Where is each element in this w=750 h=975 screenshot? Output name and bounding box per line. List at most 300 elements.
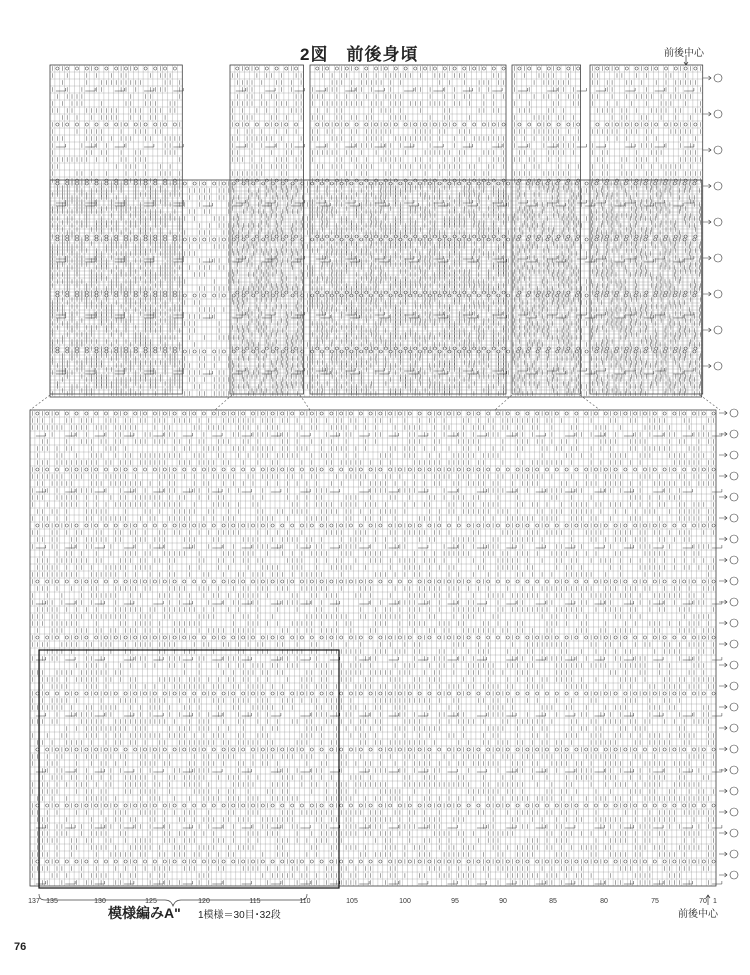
cable-symbol <box>653 769 663 772</box>
yarn-over-symbol <box>624 580 627 583</box>
cable-symbol <box>389 769 399 772</box>
yarn-over-symbol <box>418 294 421 297</box>
yarn-over-symbol <box>438 524 441 527</box>
cable-symbol <box>536 713 546 716</box>
yarn-over-symbol <box>567 123 570 126</box>
yarn-over-symbol <box>448 182 451 185</box>
cable-symbol <box>144 315 154 318</box>
yarn-over-symbol <box>154 182 157 185</box>
yarn-over-symbol <box>173 412 176 415</box>
yarn-over-symbol <box>310 692 313 695</box>
yarn-over-symbol <box>712 748 715 751</box>
yarn-over-symbol <box>66 294 69 297</box>
yarn-over-symbol <box>614 580 617 583</box>
cable-symbol <box>506 657 516 660</box>
cable-symbol <box>359 881 369 884</box>
yarn-over-symbol <box>536 580 539 583</box>
yarn-over-symbol <box>115 347 118 350</box>
pattern-repeat-note: 1模様＝30目･32段 <box>198 910 281 921</box>
yarn-over-symbol <box>275 67 278 70</box>
cable-symbol <box>433 312 443 315</box>
cable-symbol <box>36 713 46 716</box>
yarn-over-symbol <box>684 235 687 238</box>
yarn-over-symbol <box>555 804 558 807</box>
cable-symbol <box>36 433 46 436</box>
yarn-over-symbol <box>349 412 352 415</box>
yarn-over-symbol <box>447 804 450 807</box>
cable-symbol <box>115 203 125 206</box>
yarn-over-symbol <box>424 67 427 70</box>
yarn-over-symbol <box>473 123 476 126</box>
yarn-over-symbol <box>65 412 68 415</box>
yarn-over-symbol <box>428 294 431 297</box>
yarn-over-symbol <box>457 804 460 807</box>
yarn-over-symbol <box>212 860 215 863</box>
yarn-over-symbol <box>497 182 500 185</box>
yarn-over-symbol <box>625 67 628 70</box>
yarn-over-symbol <box>653 748 656 751</box>
cable-symbol <box>95 433 105 436</box>
yarn-over-symbol <box>596 347 599 350</box>
yarn-over-symbol <box>683 860 686 863</box>
cable-symbol <box>477 489 487 492</box>
cable-symbol <box>565 825 575 828</box>
yarn-over-symbol <box>694 347 697 350</box>
yarn-over-symbol <box>408 804 411 807</box>
cable-symbol <box>389 657 399 660</box>
cable-symbol <box>85 88 95 91</box>
yarn-over-symbol <box>634 524 637 527</box>
yarn-over-symbol <box>66 179 69 182</box>
cable-symbol <box>153 433 163 436</box>
cable-symbol <box>173 315 183 318</box>
lower-row-marker <box>719 495 727 499</box>
yarn-over-symbol <box>124 636 127 639</box>
yarn-over-symbol <box>349 580 352 583</box>
yarn-over-symbol <box>394 179 397 182</box>
yarn-over-symbol <box>664 347 667 350</box>
yarn-over-symbol <box>202 636 205 639</box>
yarn-over-symbol <box>203 350 206 353</box>
lower-row-marker-circle <box>730 871 738 879</box>
yarn-over-symbol <box>379 580 382 583</box>
yarn-over-symbol <box>65 692 68 695</box>
yarn-over-symbol <box>398 860 401 863</box>
yarn-over-symbol <box>683 412 686 415</box>
yarn-over-symbol <box>418 182 421 185</box>
yarn-over-symbol <box>316 179 319 182</box>
yarn-over-symbol <box>604 468 607 471</box>
yarn-over-symbol <box>105 235 108 238</box>
yarn-over-symbol <box>379 804 382 807</box>
cable-symbol <box>596 200 606 203</box>
yarn-over-symbol <box>300 692 303 695</box>
yarn-over-symbol <box>625 291 628 294</box>
yarn-over-symbol <box>398 524 401 527</box>
yarn-over-symbol <box>320 692 323 695</box>
yarn-over-symbol <box>55 412 58 415</box>
cable-symbol <box>624 769 634 772</box>
yarn-over-symbol <box>183 860 186 863</box>
section-transition-line <box>30 395 50 410</box>
yarn-over-symbol <box>536 804 539 807</box>
yarn-over-symbol <box>398 580 401 583</box>
yarn-over-symbol <box>355 235 358 238</box>
yarn-over-symbol <box>104 412 107 415</box>
yarn-over-symbol <box>575 692 578 695</box>
yarn-over-symbol <box>565 860 568 863</box>
cable-symbol <box>271 657 281 660</box>
yarn-over-symbol <box>443 179 446 182</box>
yarn-over-symbol <box>496 804 499 807</box>
yarn-over-symbol <box>545 636 548 639</box>
cable-symbol <box>565 881 575 884</box>
yarn-over-symbol <box>350 350 353 353</box>
yarn-over-symbol <box>654 350 657 353</box>
yarn-over-symbol <box>340 350 343 353</box>
yarn-over-symbol <box>438 860 441 863</box>
yarn-over-symbol <box>702 860 705 863</box>
cable-symbol <box>262 203 272 206</box>
cable-symbol <box>526 259 536 262</box>
yarn-over-symbol <box>340 692 343 695</box>
cable-symbol <box>65 657 75 660</box>
cable-symbol <box>115 315 125 318</box>
yarn-over-symbol <box>457 636 460 639</box>
yarn-over-symbol <box>203 294 206 297</box>
yarn-over-symbol <box>300 804 303 807</box>
yarn-over-symbol <box>105 238 108 241</box>
yarn-over-symbol <box>497 238 500 241</box>
yarn-over-symbol <box>467 468 470 471</box>
cable-symbol <box>653 713 663 716</box>
yarn-over-symbol <box>326 179 329 182</box>
yarn-over-symbol <box>526 580 529 583</box>
yarn-over-symbol <box>320 412 323 415</box>
yarn-over-symbol <box>173 291 176 294</box>
lower-row-marker <box>719 642 727 646</box>
yarn-over-symbol <box>153 636 156 639</box>
yarn-over-symbol <box>114 412 117 415</box>
lower-row-marker-circle <box>730 535 738 543</box>
cable-symbol <box>271 545 281 548</box>
yarn-over-symbol <box>104 860 107 863</box>
yarn-over-symbol <box>615 291 618 294</box>
yarn-over-symbol <box>594 860 597 863</box>
cable-symbol <box>85 368 95 371</box>
cable-symbol <box>236 200 246 203</box>
yarn-over-symbol <box>36 412 39 415</box>
cable-symbol <box>556 203 566 206</box>
yarn-over-symbol <box>496 692 499 695</box>
lower-row-marker-circle <box>730 850 738 858</box>
yarn-over-symbol <box>496 860 499 863</box>
yarn-over-symbol <box>153 412 156 415</box>
cable-symbol <box>526 203 536 206</box>
cable-symbol <box>683 601 693 604</box>
cable-symbol <box>115 88 125 91</box>
yarn-over-symbol <box>134 238 137 241</box>
cable-symbol <box>536 657 546 660</box>
yarn-over-symbol <box>359 468 362 471</box>
cable-symbol <box>153 769 163 772</box>
yarn-over-symbol <box>340 860 343 863</box>
yarn-over-symbol <box>433 347 436 350</box>
yarn-over-symbol <box>202 804 205 807</box>
yarn-over-symbol <box>291 468 294 471</box>
stitch-tick-label: 137 <box>28 898 40 905</box>
yarn-over-symbol <box>310 580 313 583</box>
cable-symbol <box>271 489 281 492</box>
yarn-over-symbol <box>457 468 460 471</box>
yarn-over-symbol <box>487 350 490 353</box>
cable-symbol <box>655 88 665 91</box>
yarn-over-symbol <box>114 692 117 695</box>
cable-symbol <box>438 315 448 318</box>
cable-symbol <box>684 312 694 315</box>
yarn-over-symbol <box>463 179 466 182</box>
yarn-over-symbol <box>663 636 666 639</box>
yarn-over-symbol <box>85 524 88 527</box>
yarn-over-symbol <box>124 235 127 238</box>
yarn-over-symbol <box>663 524 666 527</box>
lower-row-marker <box>719 789 727 793</box>
yarn-over-symbol <box>95 235 98 238</box>
yarn-over-symbol <box>438 350 441 353</box>
yarn-over-symbol <box>418 580 421 583</box>
yarn-over-symbol <box>585 524 588 527</box>
yarn-over-symbol <box>418 804 421 807</box>
yarn-over-symbol <box>702 412 705 415</box>
yarn-over-symbol <box>193 468 196 471</box>
cable-symbol <box>173 259 183 262</box>
cable-symbol <box>65 601 75 604</box>
yarn-over-symbol <box>674 67 677 70</box>
yarn-over-symbol <box>95 412 98 415</box>
cable-symbol <box>212 489 222 492</box>
yarn-over-symbol <box>115 291 118 294</box>
yarn-over-symbol <box>379 294 382 297</box>
yarn-over-symbol <box>496 524 499 527</box>
yarn-over-symbol <box>261 412 264 415</box>
cable-symbol <box>389 489 399 492</box>
upper-row-marker-circle <box>714 362 722 370</box>
yarn-over-symbol <box>114 748 117 751</box>
cable-symbol <box>65 433 75 436</box>
yarn-over-symbol <box>596 179 599 182</box>
yarn-over-symbol <box>673 804 676 807</box>
cable-symbol <box>359 657 369 660</box>
yarn-over-symbol <box>75 804 78 807</box>
cable-symbol <box>300 433 310 436</box>
yarn-over-symbol <box>202 524 205 527</box>
yarn-over-symbol <box>183 636 186 639</box>
yarn-over-symbol <box>615 235 618 238</box>
upper-row-marker-circle <box>714 182 722 190</box>
upper-row-marker <box>703 112 711 116</box>
cable-symbol <box>438 371 448 374</box>
yarn-over-symbol <box>75 412 78 415</box>
yarn-over-symbol <box>664 235 667 238</box>
yarn-over-symbol <box>477 804 480 807</box>
yarn-over-symbol <box>134 350 137 353</box>
yarn-over-symbol <box>555 524 558 527</box>
yarn-over-symbol <box>163 692 166 695</box>
page-title: 2図 前後身頃 <box>300 45 419 64</box>
yarn-over-symbol <box>635 67 638 70</box>
yarn-over-symbol <box>487 636 490 639</box>
yarn-over-symbol <box>428 636 431 639</box>
yarn-over-symbol <box>232 748 235 751</box>
yarn-over-symbol <box>222 182 225 185</box>
yarn-over-symbol <box>300 636 303 639</box>
yarn-over-symbol <box>320 748 323 751</box>
yarn-over-symbol <box>310 860 313 863</box>
cable-symbol <box>506 433 516 436</box>
yarn-over-symbol <box>345 235 348 238</box>
yarn-over-symbol <box>575 412 578 415</box>
yarn-over-symbol <box>36 580 39 583</box>
cable-symbol <box>236 256 246 259</box>
yarn-over-symbol <box>528 123 531 126</box>
yarn-over-symbol <box>124 748 127 751</box>
yarn-over-symbol <box>673 238 676 241</box>
cable-symbol <box>433 144 443 147</box>
cable-symbol <box>330 489 340 492</box>
cable-symbol <box>448 489 458 492</box>
yarn-over-symbol <box>365 291 368 294</box>
cable-symbol <box>173 371 183 374</box>
yarn-over-symbol <box>359 636 362 639</box>
yarn-over-symbol <box>300 412 303 415</box>
cable-symbol <box>556 315 566 318</box>
yarn-over-symbol <box>492 179 495 182</box>
cable-symbol <box>56 368 66 371</box>
cable-symbol <box>596 368 606 371</box>
yarn-over-symbol <box>202 412 205 415</box>
yarn-over-symbol <box>447 468 450 471</box>
cable-symbol <box>173 203 183 206</box>
yarn-over-symbol <box>683 468 686 471</box>
cable-symbol <box>183 545 193 548</box>
upper-row-marker <box>703 256 711 260</box>
yarn-over-symbol <box>398 412 401 415</box>
yarn-over-symbol <box>394 67 397 70</box>
yarn-over-symbol <box>565 580 568 583</box>
yarn-over-symbol <box>457 524 460 527</box>
yarn-over-symbol <box>320 468 323 471</box>
yarn-over-symbol <box>222 860 225 863</box>
yarn-over-symbol <box>271 468 274 471</box>
cable-symbol <box>653 601 663 604</box>
cable-symbol <box>463 144 473 147</box>
yarn-over-symbol <box>330 748 333 751</box>
yarn-over-symbol <box>384 235 387 238</box>
cable-symbol <box>316 368 326 371</box>
yarn-over-symbol <box>265 123 268 126</box>
yarn-over-symbol <box>467 860 470 863</box>
yarn-over-symbol <box>311 294 314 297</box>
cable-symbol <box>625 256 635 259</box>
yarn-over-symbol <box>202 468 205 471</box>
yarn-over-symbol <box>261 580 264 583</box>
yarn-over-symbol <box>694 67 697 70</box>
yarn-over-symbol <box>614 692 617 695</box>
yarn-over-symbol <box>114 468 117 471</box>
yarn-over-symbol <box>496 636 499 639</box>
yarn-over-symbol <box>56 294 59 297</box>
lower-row-marker <box>719 453 727 457</box>
yarn-over-symbol <box>365 123 368 126</box>
yarn-over-symbol <box>634 238 637 241</box>
yarn-over-symbol <box>673 350 676 353</box>
cable-symbol <box>712 881 722 884</box>
upper-row-marker-circle <box>714 254 722 262</box>
yarn-over-symbol <box>281 636 284 639</box>
yarn-over-symbol <box>105 123 108 126</box>
yarn-over-symbol <box>144 235 147 238</box>
cable-symbol <box>506 713 516 716</box>
yarn-over-symbol <box>428 182 431 185</box>
cable-symbol <box>492 144 502 147</box>
yarn-over-symbol <box>326 67 329 70</box>
lower-row-marker <box>719 474 727 478</box>
yarn-over-symbol <box>536 748 539 751</box>
cable-symbol <box>506 601 516 604</box>
yarn-over-symbol <box>712 860 715 863</box>
yarn-over-symbol <box>232 468 235 471</box>
yarn-over-symbol <box>712 412 715 415</box>
yarn-over-symbol <box>183 350 186 353</box>
yarn-over-symbol <box>467 580 470 583</box>
yarn-over-symbol <box>154 67 157 70</box>
yarn-over-symbol <box>487 860 490 863</box>
yarn-over-symbol <box>428 748 431 751</box>
lower-row-marker-circle <box>730 745 738 753</box>
yarn-over-symbol <box>85 468 88 471</box>
yarn-over-symbol <box>604 748 607 751</box>
yarn-over-symbol <box>104 636 107 639</box>
lower-row-marker-circle <box>730 661 738 669</box>
yarn-over-symbol <box>643 580 646 583</box>
yarn-over-symbol <box>536 468 539 471</box>
yarn-over-symbol <box>555 860 558 863</box>
yarn-over-symbol <box>75 692 78 695</box>
yarn-over-symbol <box>447 636 450 639</box>
yarn-over-symbol <box>193 350 196 353</box>
lower-row-marker <box>719 705 727 709</box>
cable-symbol <box>518 256 528 259</box>
yarn-over-symbol <box>389 238 392 241</box>
yarn-over-symbol <box>702 468 705 471</box>
cable-symbol <box>124 825 134 828</box>
yarn-over-symbol <box>242 692 245 695</box>
yarn-over-symbol <box>506 748 509 751</box>
cable-symbol <box>565 769 575 772</box>
yarn-over-symbol <box>164 179 167 182</box>
yarn-over-symbol <box>173 238 176 241</box>
yarn-over-symbol <box>526 412 529 415</box>
yarn-over-symbol <box>614 860 617 863</box>
yarn-over-symbol <box>408 524 411 527</box>
yarn-over-symbol <box>702 524 705 527</box>
yarn-over-symbol <box>144 524 147 527</box>
cable-symbol <box>95 545 105 548</box>
yarn-over-symbol <box>414 67 417 70</box>
cable-symbol <box>212 657 222 660</box>
cable-symbol <box>291 259 301 262</box>
cable-symbol <box>262 371 272 374</box>
